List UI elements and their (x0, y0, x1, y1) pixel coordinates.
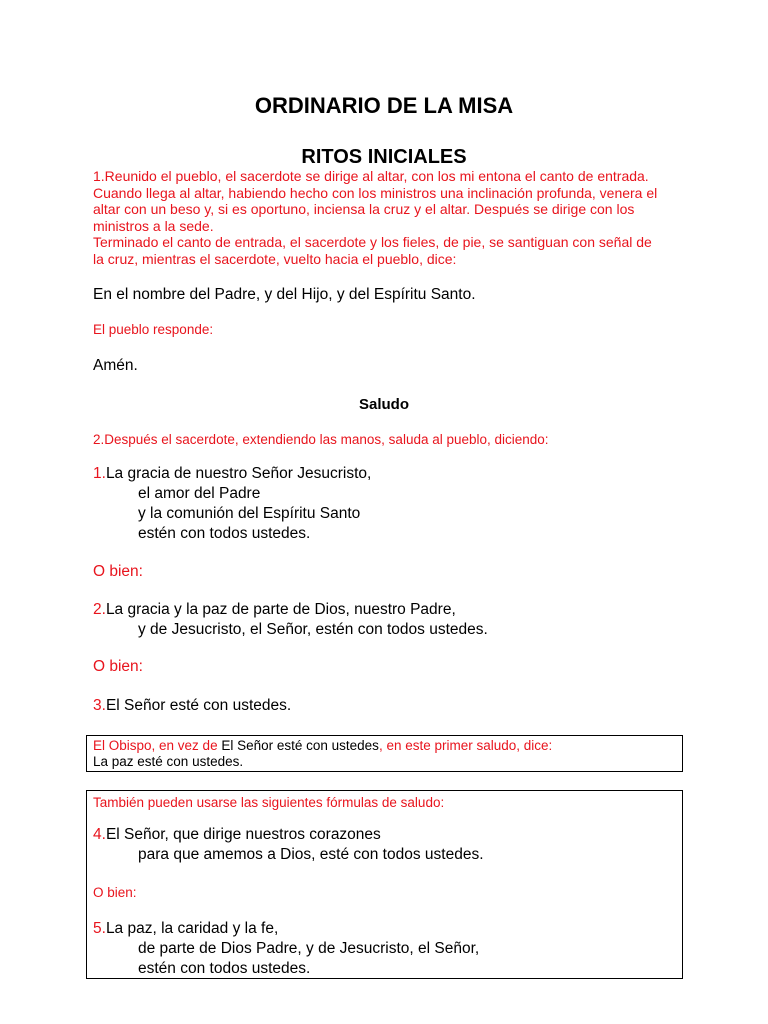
greeting-number: 1. (93, 465, 106, 482)
bishop-note-rubric: El Obispo, en vez de (93, 738, 222, 753)
greeting-line: de parte de Dios Padre, y de Jesucristo, el Señor, (138, 940, 480, 957)
greeting-3 (93, 697, 291, 715)
rubric-1-line: la cruz, mientras el sacerdote, vuelto hacia el pueblo, dice: (93, 250, 457, 267)
greeting-number: 2. (93, 601, 106, 618)
greeting-line: para que amemos a Dios, esté con todos ustedes. (138, 846, 484, 863)
people-respond-rubric: El pueblo responde: (93, 322, 214, 337)
greeting-line: y de Jesucristo, el Señor, estén con todos ustedes. (138, 621, 488, 638)
greeting-line: el amor del Padre (138, 485, 261, 502)
greeting-line: estén con todos ustedes. (138, 960, 311, 977)
or-rubric-2: O bien: (93, 658, 143, 675)
greeting-1 (93, 464, 371, 544)
rubric-1-line: Terminado el canto de entrada, el sacerdote y los fieles, de pie, se santiguan con señal de (93, 234, 652, 250)
document-title: ORDINARIO DE LA MISA (254, 93, 514, 118)
invocation-text: En el nombre del Padre, y del Hijo, y del Espíritu Santo. (93, 286, 476, 303)
rubric-1-line: altar con un beso y, si es oportuno, inciensa la cruz y el altar. Después se dirige con los (93, 201, 635, 217)
greeting-2 (93, 600, 488, 640)
greeting-line: La gracia de nuestro Señor Jesucristo, (105, 465, 372, 482)
rubric-1-line: Cuando llega al altar, habiendo hecho con los ministros una inclinación profunda, venera el (93, 184, 658, 201)
rubric-1 (93, 168, 693, 267)
or-rubric-3: O bien: (93, 885, 137, 900)
greeting-line: estén con todos ustedes. (138, 525, 311, 542)
section-title: RITOS INICIALES (301, 146, 467, 168)
bishop-note-line-1 (93, 738, 552, 753)
formulas-box (86, 790, 683, 979)
formulas-intro: También pueden usarse las siguientes fórmulas de saludo: (93, 795, 445, 810)
greeting-heading: Saludo (358, 396, 409, 413)
greeting-5 (93, 919, 479, 979)
greeting-number: 4. (93, 826, 106, 843)
bishop-note-quote: El Señor esté con ustedes (221, 738, 379, 753)
bishop-note-box (86, 735, 683, 772)
bishop-note-rubric: , en este primer saludo, dice: (378, 738, 553, 753)
greeting-line: y la comunión del Espíritu Santo (138, 505, 361, 522)
greeting-line: El Señor, que dirige nuestros corazones (105, 826, 381, 843)
greeting-number: 3. (93, 697, 106, 714)
greeting-number: 5. (93, 920, 106, 937)
or-rubric-1: O bien: (93, 563, 143, 580)
rubric-1-line: 1.Reunido el pueblo, el sacerdote se dirige al altar, con los mi entona el canto de entrada. (93, 168, 649, 184)
greeting-line: El Señor esté con ustedes. (105, 697, 292, 714)
bishop-note-line-2: La paz esté con ustedes. (93, 754, 244, 769)
amen-text: Amén. (93, 357, 138, 374)
greeting-line: La paz, la caridad y la fe, (105, 920, 279, 937)
rubric-2: 2.Después el sacerdote, extendiendo las manos, saluda al pueblo, diciendo: (93, 432, 549, 447)
greeting-line: La gracia y la paz de parte de Dios, nuestro Padre, (105, 601, 456, 618)
rubric-1-line: ministros a la sede. (93, 217, 214, 234)
greeting-4 (93, 825, 484, 865)
